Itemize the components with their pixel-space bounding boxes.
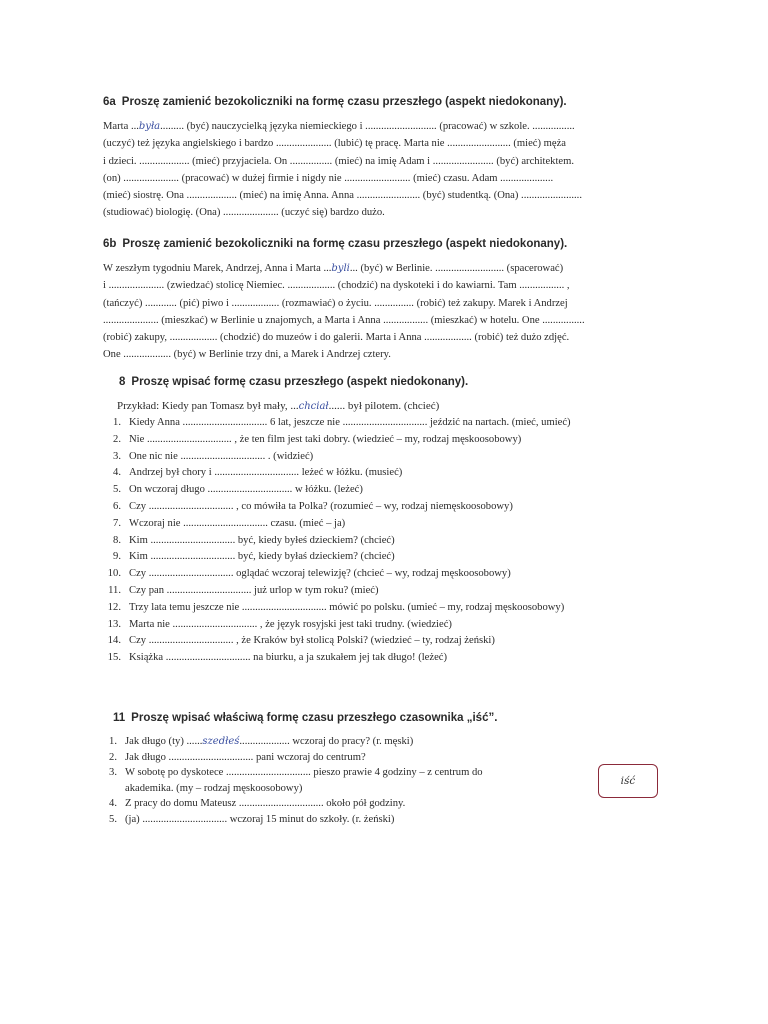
- item-text: W sobotę po dyskotece ................................ pieszo prawie 4 godziny – z centrum do akademika. (my – rodzaj męskoosobowy): [125, 767, 483, 794]
- text-line: (studiować) biologię. (Ona) ..................... (uczyć się) bardzo dużo.: [103, 207, 385, 219]
- exercise-6b-heading: [103, 238, 663, 250]
- item-text: Trzy lata temu jeszcze nie ................................ mówić po polsku. (umieć – my, rodzaj męskoosobowy): [129, 601, 565, 613]
- item-number: 4.: [113, 467, 121, 479]
- item-text: Andrzej był chory i ................................ leżeć w łóżku. (musieć): [129, 467, 403, 479]
- item-text: Jak długo ................................ pani wczoraj do centrum?: [125, 751, 366, 763]
- exercise-6a-text: [103, 118, 663, 222]
- list-item: [95, 465, 663, 482]
- item-number: 11.: [108, 584, 121, 596]
- exercise-number: 8: [119, 376, 126, 388]
- exercise-number: 11: [113, 712, 126, 724]
- exercise-11: [103, 712, 663, 827]
- list-item: [95, 499, 663, 516]
- list-item: [95, 516, 663, 533]
- text-line: ..................... (mieszkać) w Berlinie u znajomych, a Marta i Anna ................. (mieszkać) w hotelu. One ................: [103, 314, 585, 326]
- item-number: 7.: [113, 517, 121, 529]
- text-segment: W zeszłym tygodniu Marek, Andrzej, Anna i Marta ...: [103, 263, 332, 274]
- item-text: Czy ................................ , co mówiła ta Polka? (rozumieć – wy, rodzaj niemęskoosobowy): [129, 500, 513, 512]
- list-item: [95, 600, 663, 617]
- text-line: [103, 118, 663, 135]
- list-item: [91, 734, 521, 750]
- item-number: 1.: [113, 417, 121, 428]
- exercise-number: 6b: [103, 238, 117, 250]
- text-line: (robić) zakupy, .................. (chodzić) do muzeów i do galerii. Marta i Anna .................. (robić) też dużo zdjęć.: [103, 332, 570, 344]
- exercise-title: Proszę wpisać właściwą formę czasu przeszłego czasownika „iść”.: [131, 712, 498, 724]
- item-number: 1.: [109, 736, 117, 747]
- item-text: Kim ................................ być, kiedy byłeś dzieckiem? (chcieć): [129, 534, 395, 546]
- item-text: Książka ................................ na biurku, a ja szukałem jej tak długo! (leżeć): [129, 652, 448, 664]
- text-line: (mieć) siostrę. Ona ................... (mieć) na imię Anna. Anna ........................ (być) studentką. (Ona) .......................: [103, 190, 582, 202]
- item-text: Czy pan ................................ już urlop w tym roku? (mieć): [129, 584, 379, 596]
- exercise-6a-heading: [103, 96, 663, 108]
- text-segment: ......... (być) nauczycielką języka niemieckiego i ........................... (pracować) w szkole. ................: [160, 121, 575, 132]
- text-segment: Jak długo (ty) ......: [125, 736, 203, 747]
- list-item: [95, 549, 663, 566]
- list-item: [95, 633, 663, 650]
- item-text: Kiedy Anna ................................ 6 lat, jeszcze nie ................................ jeździć na nartach. (mieć, umieć): [129, 417, 571, 428]
- item-text: One nic nie ................................ . (widzieć): [129, 450, 314, 462]
- list-item: [95, 449, 663, 466]
- item-text: Kim ................................ być, kiedy byłaś dzieckiem? (chcieć): [129, 551, 395, 563]
- text-segment: ...... był pilotem. (chcieć): [328, 400, 440, 412]
- list-item: [95, 533, 663, 550]
- item-number: 8.: [113, 534, 121, 546]
- text-segment: Przykład: Kiedy pan Tomasz był mały, ...: [117, 400, 299, 412]
- list-item: [91, 796, 521, 812]
- text-segment: Marta ...: [103, 121, 139, 132]
- exercise-11-list: [91, 734, 521, 827]
- item-number: 2.: [109, 751, 117, 763]
- list-item: [95, 650, 663, 667]
- item-number: 5.: [109, 813, 117, 825]
- text-segment: ... (być) w Berlinie. .......................... (spacerować): [349, 263, 564, 274]
- item-text: On wczoraj długo ................................ w łóżku. (leżeć): [129, 484, 363, 496]
- item-number: 10.: [107, 568, 121, 580]
- list-item: [91, 765, 521, 796]
- item-text: [125, 734, 413, 750]
- item-text: Wczoraj nie ................................ czasu. (mieć – ja): [129, 517, 346, 529]
- item-text: Z pracy do domu Mateusz ................................ około pół godziny.: [125, 798, 406, 809]
- item-number: 4.: [109, 798, 117, 809]
- list-item: [95, 583, 663, 600]
- text-line: (uczyć) też języka angielskiego i bardzo ..................... (lubić) tę pracę. Marta nie ........................ (mieć) męża: [103, 138, 567, 150]
- exercise-11-heading: [113, 712, 663, 724]
- item-number: 15.: [107, 652, 121, 664]
- item-number: 5.: [113, 484, 121, 496]
- text-line: [103, 260, 663, 277]
- list-item: [95, 482, 663, 499]
- text-segment: ................... wczoraj do pracy? (r. męski): [239, 736, 414, 747]
- text-line: (on) ..................... (pracować) w dużej firmie i nigdy nie ......................... (mieć) czasu. Adam ....................: [103, 172, 554, 184]
- item-text: Czy ................................ , że Kraków był stolicą Polski? (wiedzieć – ty, rodzaj żeński): [129, 635, 495, 647]
- example-sentence: [117, 398, 663, 415]
- item-number: 3.: [113, 450, 121, 462]
- exercise-8-heading: [119, 376, 663, 388]
- exercise-title: Proszę zamienić bezokoliczniki na formę czasu przeszłego (aspekt niedokonany).: [121, 96, 567, 108]
- item-text: Marta nie ................................ , że język rosyjski jest taki trudny. (wiedzieć): [129, 618, 452, 630]
- item-number: 6.: [113, 500, 121, 512]
- item-text: Nie ................................ , że ten film jest taki dobry. (wiedzieć – my, rodzaj męskoosobowy): [129, 433, 522, 445]
- item-text: Czy ................................ oglądać wczoraj telewizję? (chcieć – wy, rodzaj męskoosobowy): [129, 568, 511, 580]
- exercise-6b-text: [103, 260, 663, 364]
- item-number: 9.: [113, 551, 121, 563]
- exercise-8-list: [95, 415, 663, 667]
- list-item: [95, 617, 663, 634]
- list-item: [91, 750, 521, 766]
- exercise-6b: [103, 238, 663, 364]
- exercise-number: 6a: [103, 96, 116, 108]
- item-text: (ja) ................................ wczoraj 15 minut do szkoły. (r. żeński): [125, 813, 395, 825]
- handwritten-answer: szedłeś: [202, 736, 240, 747]
- text-line: i dzieci. ................... (mieć) przyjaciela. On ................ (mieć) na imię Adam i ....................... (być) architektem.: [103, 155, 574, 167]
- item-number: 13.: [107, 618, 121, 630]
- list-item: [95, 566, 663, 583]
- exercise-title: Proszę zamienić bezokoliczniki na formę czasu przeszłego (aspekt niedokonany).: [122, 238, 568, 250]
- item-number: 14.: [107, 635, 121, 647]
- text-line: (tańczyć) ............ (pić) piwo i .................. (rozmawiać) o życiu. ............... (robić) też zakupy. Marek i Andrzej: [103, 297, 568, 309]
- list-item: [95, 415, 663, 432]
- text-line: One .................. (być) w Berlinie trzy dni, a Marek i Andrzej cztery.: [103, 349, 391, 361]
- handwritten-answer: byli: [331, 263, 350, 274]
- handwritten-answer: chciał: [298, 401, 329, 412]
- item-number: 3.: [109, 767, 117, 778]
- verb-box: iść: [598, 764, 658, 798]
- exercise-title: Proszę wpisać formę czasu przeszłego (aspekt niedokonany).: [131, 376, 469, 388]
- text-line: i ..................... (zwiedzać) stolicę Niemiec. .................. (chodzić) na dyskoteki i do kawiarni. Tam ................. ,: [103, 280, 570, 292]
- item-number: 2.: [113, 433, 121, 445]
- list-item: [95, 432, 663, 449]
- handwritten-answer: była: [138, 121, 161, 132]
- item-number: 12.: [107, 601, 121, 613]
- exercise-6a: [103, 96, 663, 222]
- exercise-8: [103, 376, 663, 667]
- list-item: [91, 812, 521, 828]
